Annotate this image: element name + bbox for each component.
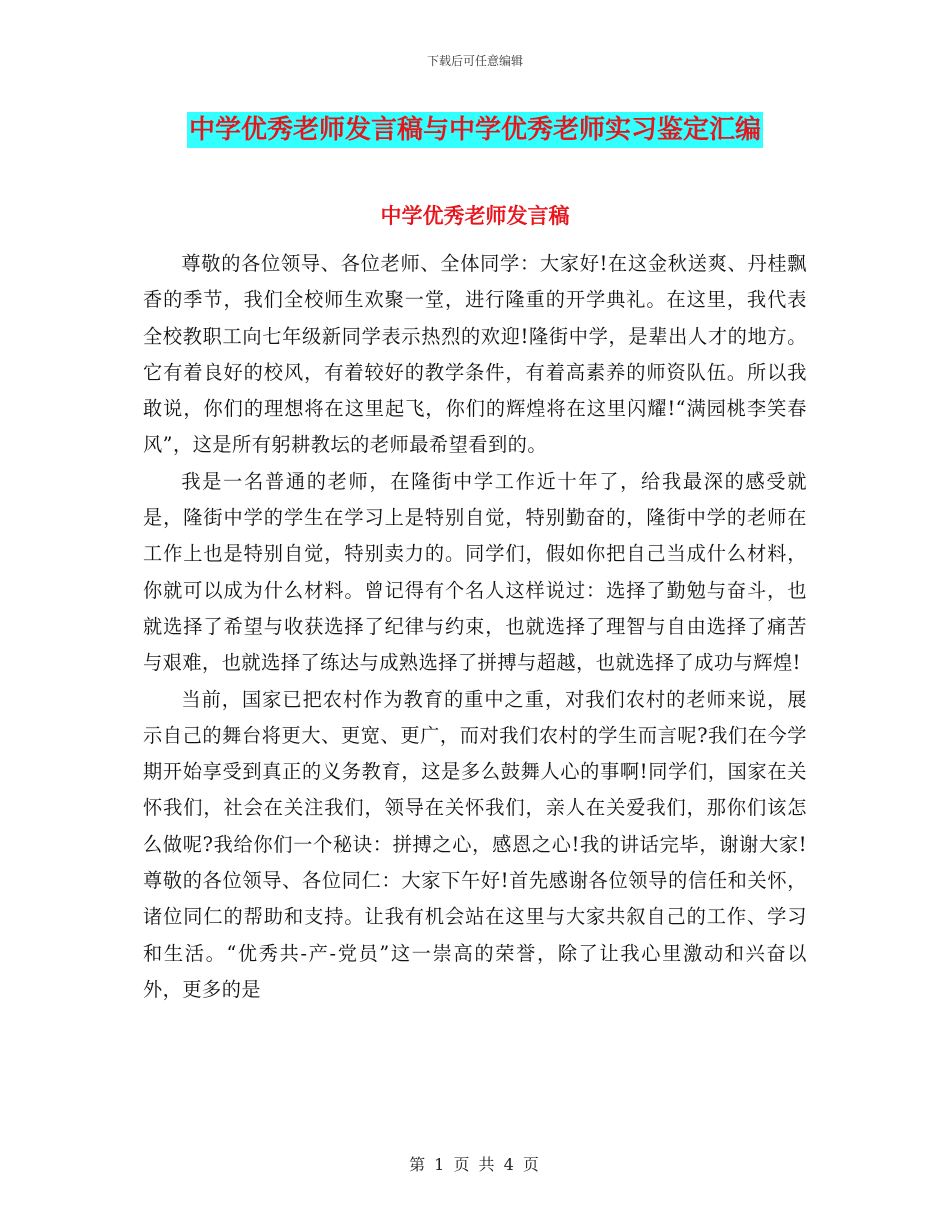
page-header-note: 下载后可任意编辑 xyxy=(426,54,523,68)
document-body xyxy=(143,246,807,1008)
document-title-container xyxy=(0,112,950,148)
body-paragraph-2: 我是一名普通的老师，在隆街中学工作近十年了，给我最深的感受就是，隆街中学的学生在学习上是特别自觉，特别勤奋的，隆街中学的老师在工作上也是特别自觉，特别卖力的。同学们，假如你把自己当成什么材料，你就可以成为什么材料。曾记得有个名人这样说过：选择了勤勉与奋斗，也就选择了希望与收获选择了纪律与约束，也就选择了理智与自由选择了痛苦与艰难，也就选择了练达与成熟选择了拼搏与超越，也就选择了成功与辉煌! xyxy=(143,469,807,675)
page-footer: 第 1 页 共 4 页 xyxy=(409,1155,541,1174)
document-title: 中学优秀老师发言稿与中学优秀老师实习鉴定汇编 xyxy=(187,112,763,148)
body-paragraph-3: 当前，国家已把农村作为教育的重中之重，对我们农村的老师来说，展示自己的舞台将更大、更宽、更广，而对我们农村的学生而言呢?我们在今学期开始享受到真正的义务教育，这是多么鼓舞人心的事啊!同学们，国家在关怀我们，社会在关注我们，领导在关怀我们，亲人在关爱我们，那你们该怎么做呢?我给你们一个秘诀：拼搏之心，感恩之心!我的讲话完毕，谢谢大家!尊敬的各位领导、各位同仁：大家下午好!首先感谢各位领导的信任和关怀，诸位同仁的帮助和支持。让我有机会站在这里与大家共叙自己的工作、学习和生活。“优秀共-产-党员”这一崇高的荣誉，除了让我心里激动和兴奋以外，更多的是 xyxy=(143,687,807,1001)
body-paragraph-1: 尊敬的各位领导、各位老师、全体同学：大家好!在这金秋送爽、丹桂飘香的季节，我们全校师生欢聚一堂，进行隆重的开学典礼。在这里，我代表全校教职工向七年级新同学表示热烈的欢迎!隆街中学，是辈出人才的地方。它有着良好的校风，有着较好的教学条件，有着高素养的师资队伍。所以我敢说，你们的理想将在这里起飞，你们的辉煌将在这里闪耀!“满园桃李笑春风”，这是所有躬耕教坛的老师最希望看到的。 xyxy=(143,252,807,457)
section-title: 中学优秀老师发言稿 xyxy=(380,204,570,228)
